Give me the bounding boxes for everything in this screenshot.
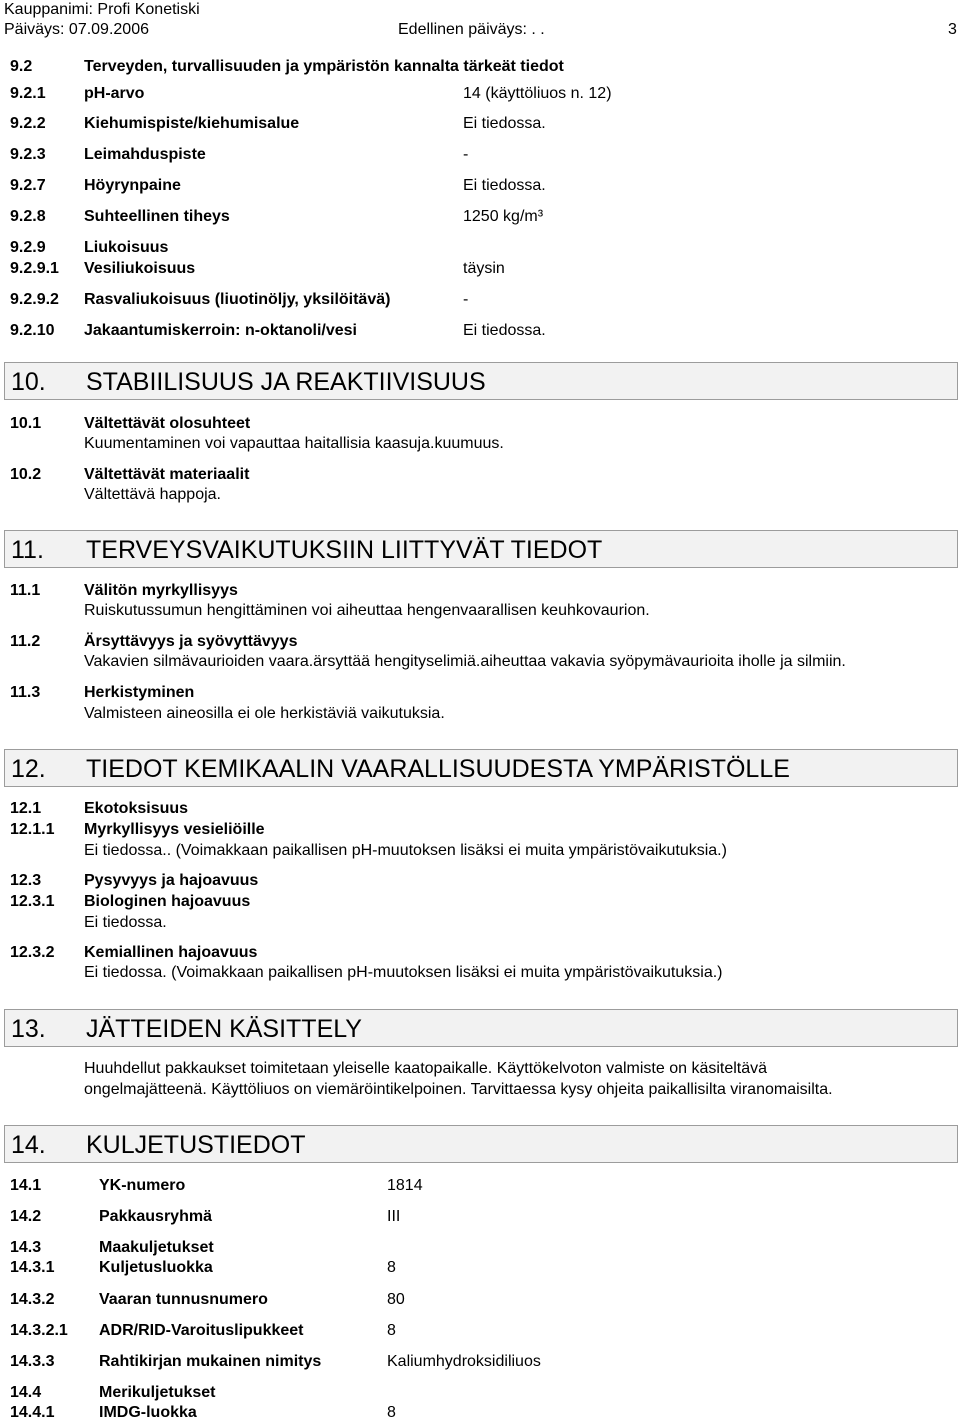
row-value: Ei tiedossa. (463, 322, 546, 339)
row-label: Pakkausryhmä (99, 1208, 212, 1225)
section-number: 12. (11, 755, 46, 783)
section-number: 14. (11, 1131, 46, 1159)
row-label: Leimahduspiste (84, 146, 206, 163)
section-title: STABIILISUUS JA REAKTIIVISUUS (86, 368, 486, 396)
row-number: 14.3.3 (10, 1353, 55, 1370)
row-label: YK-numero (99, 1177, 186, 1194)
section-12-heading (4, 749, 958, 787)
item-number: 12.3.1 (10, 893, 55, 910)
row-value: 8 (387, 1404, 396, 1421)
section-14-heading (4, 1125, 958, 1163)
item-text: Vältettävä happoja. (84, 486, 221, 503)
row-label: Kiehumispiste/kiehumisalue (84, 115, 300, 132)
row-label: IMDG-luokka (99, 1404, 197, 1421)
row-value: - (463, 291, 469, 308)
item-number: 11.1 (10, 582, 41, 599)
item-number: 10.2 (10, 466, 42, 483)
section-title: KULJETUSTIEDOT (86, 1131, 306, 1159)
row-number: 14.3 (10, 1239, 42, 1256)
header-page-number: 3 (948, 21, 957, 38)
row-value: täysin (463, 260, 505, 277)
row-value: 8 (387, 1259, 396, 1276)
row-number: 9.2.9 (10, 239, 46, 256)
item-text: Vakavien silmävaurioiden vaara.ärsyttää hengityselimiä.aiheuttaa vakavia syöpymävaurioita iholle ja silmiin. (84, 653, 846, 670)
section-10-heading (4, 362, 958, 400)
row-number: 9.2.8 (10, 208, 46, 225)
row-value: 8 (387, 1322, 396, 1339)
row-value: 1814 (387, 1177, 423, 1194)
disposal-text-line-2: ongelmajätteenä. Käyttöliuos on viemäröintikelpoinen. Tarvittaessa kysy ohjeita paikallisilta viranomaisilta. (84, 1081, 833, 1098)
row-number: 14.1 (10, 1177, 42, 1194)
row-number: 9.2.10 (10, 322, 55, 339)
section-title: TIEDOT KEMIKAALIN VAARALLISUUDESTA YMPÄRISTÖLLE (86, 755, 790, 783)
row-value: 80 (387, 1291, 405, 1308)
item-label: Pysyvyys ja hajoavuus (84, 872, 259, 889)
item-label: Välitön myrkyllisyys (84, 582, 238, 599)
row-label: Maakuljetukset (99, 1239, 214, 1256)
row-number: 9.2 (10, 58, 33, 75)
item-label: Kemiallinen hajoavuus (84, 944, 258, 961)
row-number: 14.3.1 (10, 1259, 55, 1276)
item-label: Vältettävät olosuhteet (84, 415, 251, 432)
row-value: 14 (käyttöliuos n. 12) (463, 85, 612, 102)
header-company: Kauppanimi: Profi Konetiski (4, 1, 200, 18)
row-value: Kaliumhydroksidiliuos (387, 1353, 541, 1370)
row-number: 14.3.2 (10, 1291, 55, 1308)
row-label: ADR/RID-Varoituslipukkeet (99, 1322, 304, 1339)
item-number: 11.3 (10, 684, 41, 701)
row-label: Rasvaliukoisuus (liuotinöljy, yksilöitävä) (84, 291, 391, 308)
item-text: Valmisteen aineosilla ei ole herkistäviä vaikutuksia. (84, 705, 445, 722)
item-label: Myrkyllisyys vesieliöille (84, 821, 265, 838)
row-number: 14.3.2.1 (10, 1322, 68, 1339)
item-number: 12.3 (10, 872, 42, 889)
item-text: Kuumentaminen voi vapauttaa haitallisia kaasuja.kuumuus. (84, 435, 504, 452)
item-label: Vältettävät materiaalit (84, 466, 250, 483)
item-number: 10.1 (10, 415, 42, 432)
row-number: 9.2.2 (10, 115, 46, 132)
row-value: III (387, 1208, 401, 1225)
section-11-heading (4, 530, 958, 568)
row-label: Terveyden, turvallisuuden ja ympäristön kannalta tärkeät tiedot (84, 58, 564, 75)
item-text: Ruiskutussumun hengittäminen voi aiheuttaa hengenvaarallisen keuhkovaurion. (84, 602, 650, 619)
row-number: 9.2.9.1 (10, 260, 59, 277)
row-value: Ei tiedossa. (463, 115, 546, 132)
item-number: 12.3.2 (10, 944, 55, 961)
item-number: 12.1.1 (10, 821, 55, 838)
row-number: 14.4.1 (10, 1404, 55, 1421)
disposal-text-line-1: Huuhdellut pakkaukset toimitetaan yleiselle kaatopaikalle. Käyttökelvoton valmiste on käsiteltävä (84, 1060, 768, 1077)
section-title: TERVEYSVAIKUTUKSIIN LIITTYVÄT TIEDOT (86, 536, 603, 564)
row-label: Jakaantumiskerroin: n-oktanoli/vesi (84, 322, 357, 339)
row-value: 1250 kg/m³ (463, 208, 544, 225)
row-value: - (463, 146, 469, 163)
section-number: 13. (11, 1015, 46, 1043)
item-label: Biologinen hajoavuus (84, 893, 251, 910)
row-number: 14.4 (10, 1384, 42, 1401)
row-label: Liukoisuus (84, 239, 169, 256)
item-text: Ei tiedossa. (84, 914, 167, 931)
row-label: Höyrynpaine (84, 177, 181, 194)
item-label: Ekotoksisuus (84, 800, 189, 817)
section-number: 11. (11, 536, 44, 564)
section-13-heading (4, 1009, 958, 1047)
row-label: pH-arvo (84, 85, 145, 102)
item-text: Ei tiedossa. (Voimakkaan paikallisen pH-muutoksen lisäksi ei muita ympäristövaikutuksia.) (84, 964, 723, 981)
row-label: Vaaran tunnusnumero (99, 1291, 268, 1308)
row-number: 9.2.1 (10, 85, 46, 102)
row-label: Suhteellinen tiheys (84, 208, 230, 225)
section-number: 10. (11, 368, 46, 396)
row-label: Rahtikirjan mukainen nimitys (99, 1353, 322, 1370)
header-date: Päiväys: 07.09.2006 (4, 21, 149, 38)
item-text: Ei tiedossa.. (Voimakkaan paikallisen pH-muutoksen lisäksi ei muita ympäristövaikutuksia.) (84, 842, 727, 859)
item-number: 11.2 (10, 633, 41, 650)
row-label: Vesiliukoisuus (84, 260, 196, 277)
row-label: Merikuljetukset (99, 1384, 216, 1401)
item-label: Ärsyttävyys ja syövyttävyys (84, 633, 298, 650)
section-title: JÄTTEIDEN KÄSITTELY (86, 1015, 362, 1043)
row-number: 14.2 (10, 1208, 42, 1225)
item-label: Herkistyminen (84, 684, 195, 701)
item-number: 12.1 (10, 800, 42, 817)
row-number: 9.2.7 (10, 177, 46, 194)
row-value: Ei tiedossa. (463, 177, 546, 194)
row-label: Kuljetusluokka (99, 1259, 213, 1276)
row-number: 9.2.9.2 (10, 291, 59, 308)
header-previous-date: Edellinen päiväys: . . (398, 21, 545, 38)
row-number: 9.2.3 (10, 146, 46, 163)
